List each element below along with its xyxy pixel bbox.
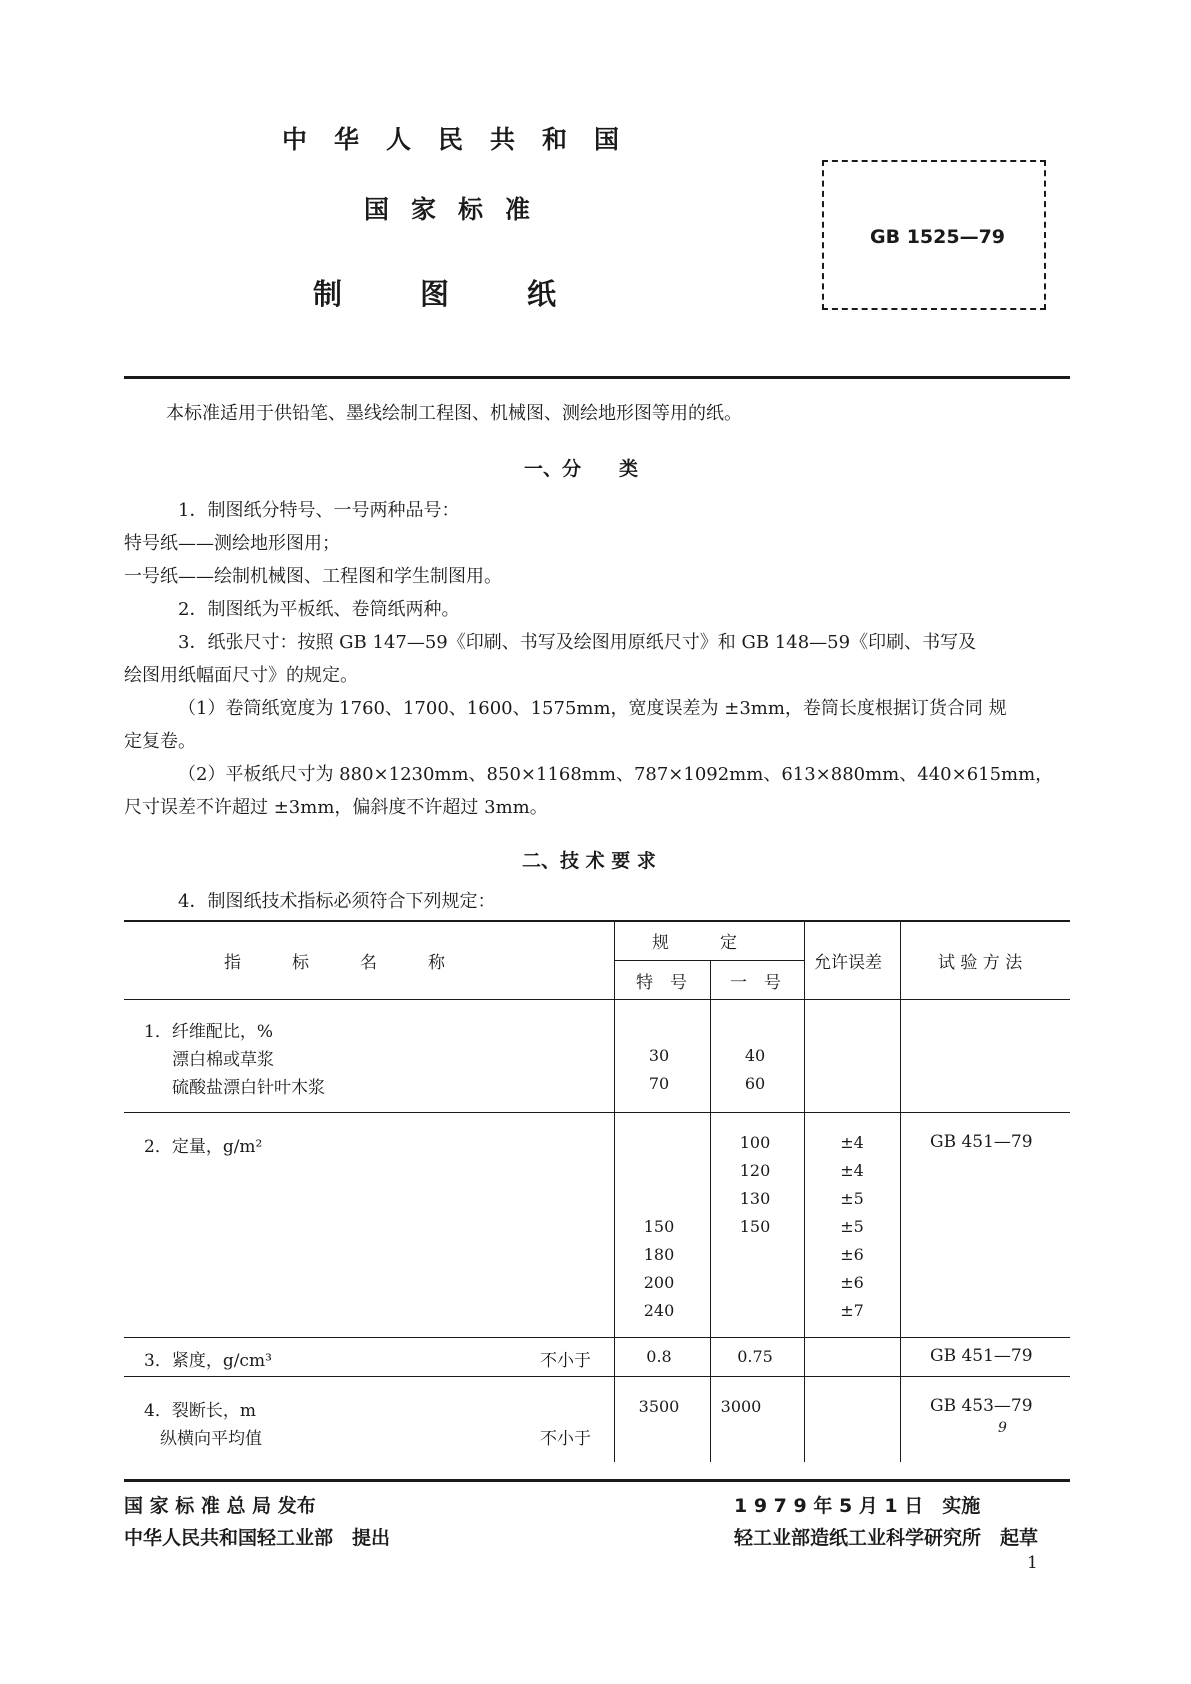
value-special: 200: [643, 1273, 675, 1292]
value-tolerance: ±7: [840, 1301, 864, 1320]
value-first: 60: [744, 1074, 766, 1093]
table-header-rule: [124, 999, 1070, 1000]
footer-rule: [124, 1479, 1070, 1482]
clause-3-1-cont: 定复卷。: [124, 731, 196, 752]
page-number: 1: [1027, 1553, 1038, 1573]
header-specification: 规 定: [652, 933, 737, 953]
table-row-rule: [124, 1112, 1070, 1113]
clause-2: 2．制图纸为平板纸、卷筒纸两种。: [178, 599, 460, 620]
clause-1-first: 一号纸——绘制机械图、工程图和学生制图用。: [124, 566, 502, 587]
row-fiber-ratio-sub: 漂白棉或草浆: [172, 1050, 274, 1070]
value-special: 180: [643, 1245, 675, 1264]
row-breaking-length-title: 4．裂断长，m: [144, 1401, 256, 1421]
value-special: 30: [648, 1046, 670, 1065]
value-first: 40: [744, 1046, 766, 1065]
row-fiber-ratio-sub: 硫酸盐漂白针叶木浆: [172, 1078, 325, 1098]
clause-4: 4．制图纸技术指标必须符合下列规定：: [178, 891, 496, 912]
value-tolerance: ±4: [840, 1161, 864, 1180]
header-indicator-name: 指 标 名 称: [224, 953, 445, 973]
document-title: 制图纸: [313, 277, 635, 311]
clause-1: 1．制图纸分特号、一号两种品号：: [178, 500, 460, 521]
row-breaking-length-sub: 纵横向平均值: [160, 1429, 262, 1449]
value-tolerance: ±6: [840, 1273, 864, 1292]
table-row-rule: [124, 1376, 1070, 1377]
value-special: 240: [643, 1301, 675, 1320]
section-heading-technical: 二、技 术 要 求: [522, 850, 656, 872]
clause-3-2: （2）平板纸尺寸为 880×1230mm、850×1168mm、787×1092mm、613×880mm、440×615mm，: [178, 764, 1054, 785]
clause-3-1: （1）卷筒纸宽度为 1760、1700、1600、1575mm，宽度误差为 ±3mm，卷筒长度根据订货合同 规: [178, 698, 1007, 719]
value-first: 130: [739, 1189, 771, 1208]
row-density-title: 3．紧度，g/cm³: [144, 1351, 272, 1371]
country-name: 中华人民共和国: [282, 125, 647, 154]
row-basis-weight-title: 2．定量，g/m²: [144, 1137, 263, 1157]
value-tolerance: ±5: [840, 1189, 864, 1208]
value-special: 70: [648, 1074, 670, 1093]
clause-3-2-cont: 尺寸误差不许超过 ±3mm，偏斜度不许超过 3mm。: [124, 797, 548, 818]
value-first: 120: [739, 1161, 771, 1180]
value-first: 100: [739, 1133, 771, 1152]
effective-date: 1 9 7 9 年 5 月 1 日 实施: [734, 1495, 981, 1517]
table-col-rule: [710, 960, 711, 1462]
row-density-qualifier: 不小于: [540, 1351, 591, 1371]
value-special: 150: [643, 1217, 675, 1236]
value-test-method: GB 451—79: [930, 1346, 1033, 1366]
value-tolerance: ±6: [840, 1245, 864, 1264]
header-tolerance: 允许误差: [814, 953, 882, 973]
issuer: 国 家 标 准 总 局 发布: [124, 1495, 316, 1517]
table-top-rule: [124, 920, 1070, 922]
row-breaking-length-qualifier: 不小于: [540, 1429, 591, 1449]
header-first-grade: 一 号: [730, 973, 781, 993]
scope-paragraph: 本标准适用于供铅笔、墨线绘制工程图、机械图、测绘地形图等用的纸。: [166, 403, 742, 424]
clause-3: 3．纸张尺寸：按照 GB 147—59《印刷、书写及绘图用原纸尺寸》和 GB 148—59《印刷、书写及: [178, 632, 977, 653]
value-first: 150: [739, 1217, 771, 1236]
table-col-rule: [614, 920, 615, 1462]
standard-code: GB 1525—79: [870, 226, 1006, 248]
value-first: 3000: [720, 1397, 762, 1416]
proposer: 中华人民共和国轻工业部 提出: [124, 1527, 391, 1549]
value-special: 3500: [638, 1397, 680, 1416]
table-row-rule: [124, 1337, 1070, 1338]
handwritten-note: 9: [998, 1420, 1007, 1436]
clause-3-cont: 绘图用纸幅面尺寸》的规定。: [124, 665, 358, 686]
table-subheader-rule: [614, 960, 804, 961]
section-heading-classification: 一、分 类: [524, 458, 639, 480]
value-special: 0.8: [646, 1347, 672, 1366]
table-col-rule: [900, 920, 901, 1462]
value-tolerance: ±5: [840, 1217, 864, 1236]
value-test-method: GB 453—79: [930, 1396, 1033, 1416]
header-rule: [124, 376, 1070, 379]
drafter: 轻工业部造纸工业科学研究所 起草: [734, 1527, 1039, 1549]
clause-1-special: 特号纸——测绘地形图用；: [124, 533, 340, 554]
value-first: 0.75: [737, 1347, 773, 1366]
header-test-method: 试 验 方 法: [938, 953, 1023, 973]
value-test-method: GB 451—79: [930, 1132, 1033, 1152]
national-standard-label: 国家标准: [364, 195, 553, 224]
row-fiber-ratio-title: 1．纤维配比，%: [144, 1022, 273, 1042]
header-special-grade: 特 号: [636, 973, 687, 993]
value-tolerance: ±4: [840, 1133, 864, 1152]
